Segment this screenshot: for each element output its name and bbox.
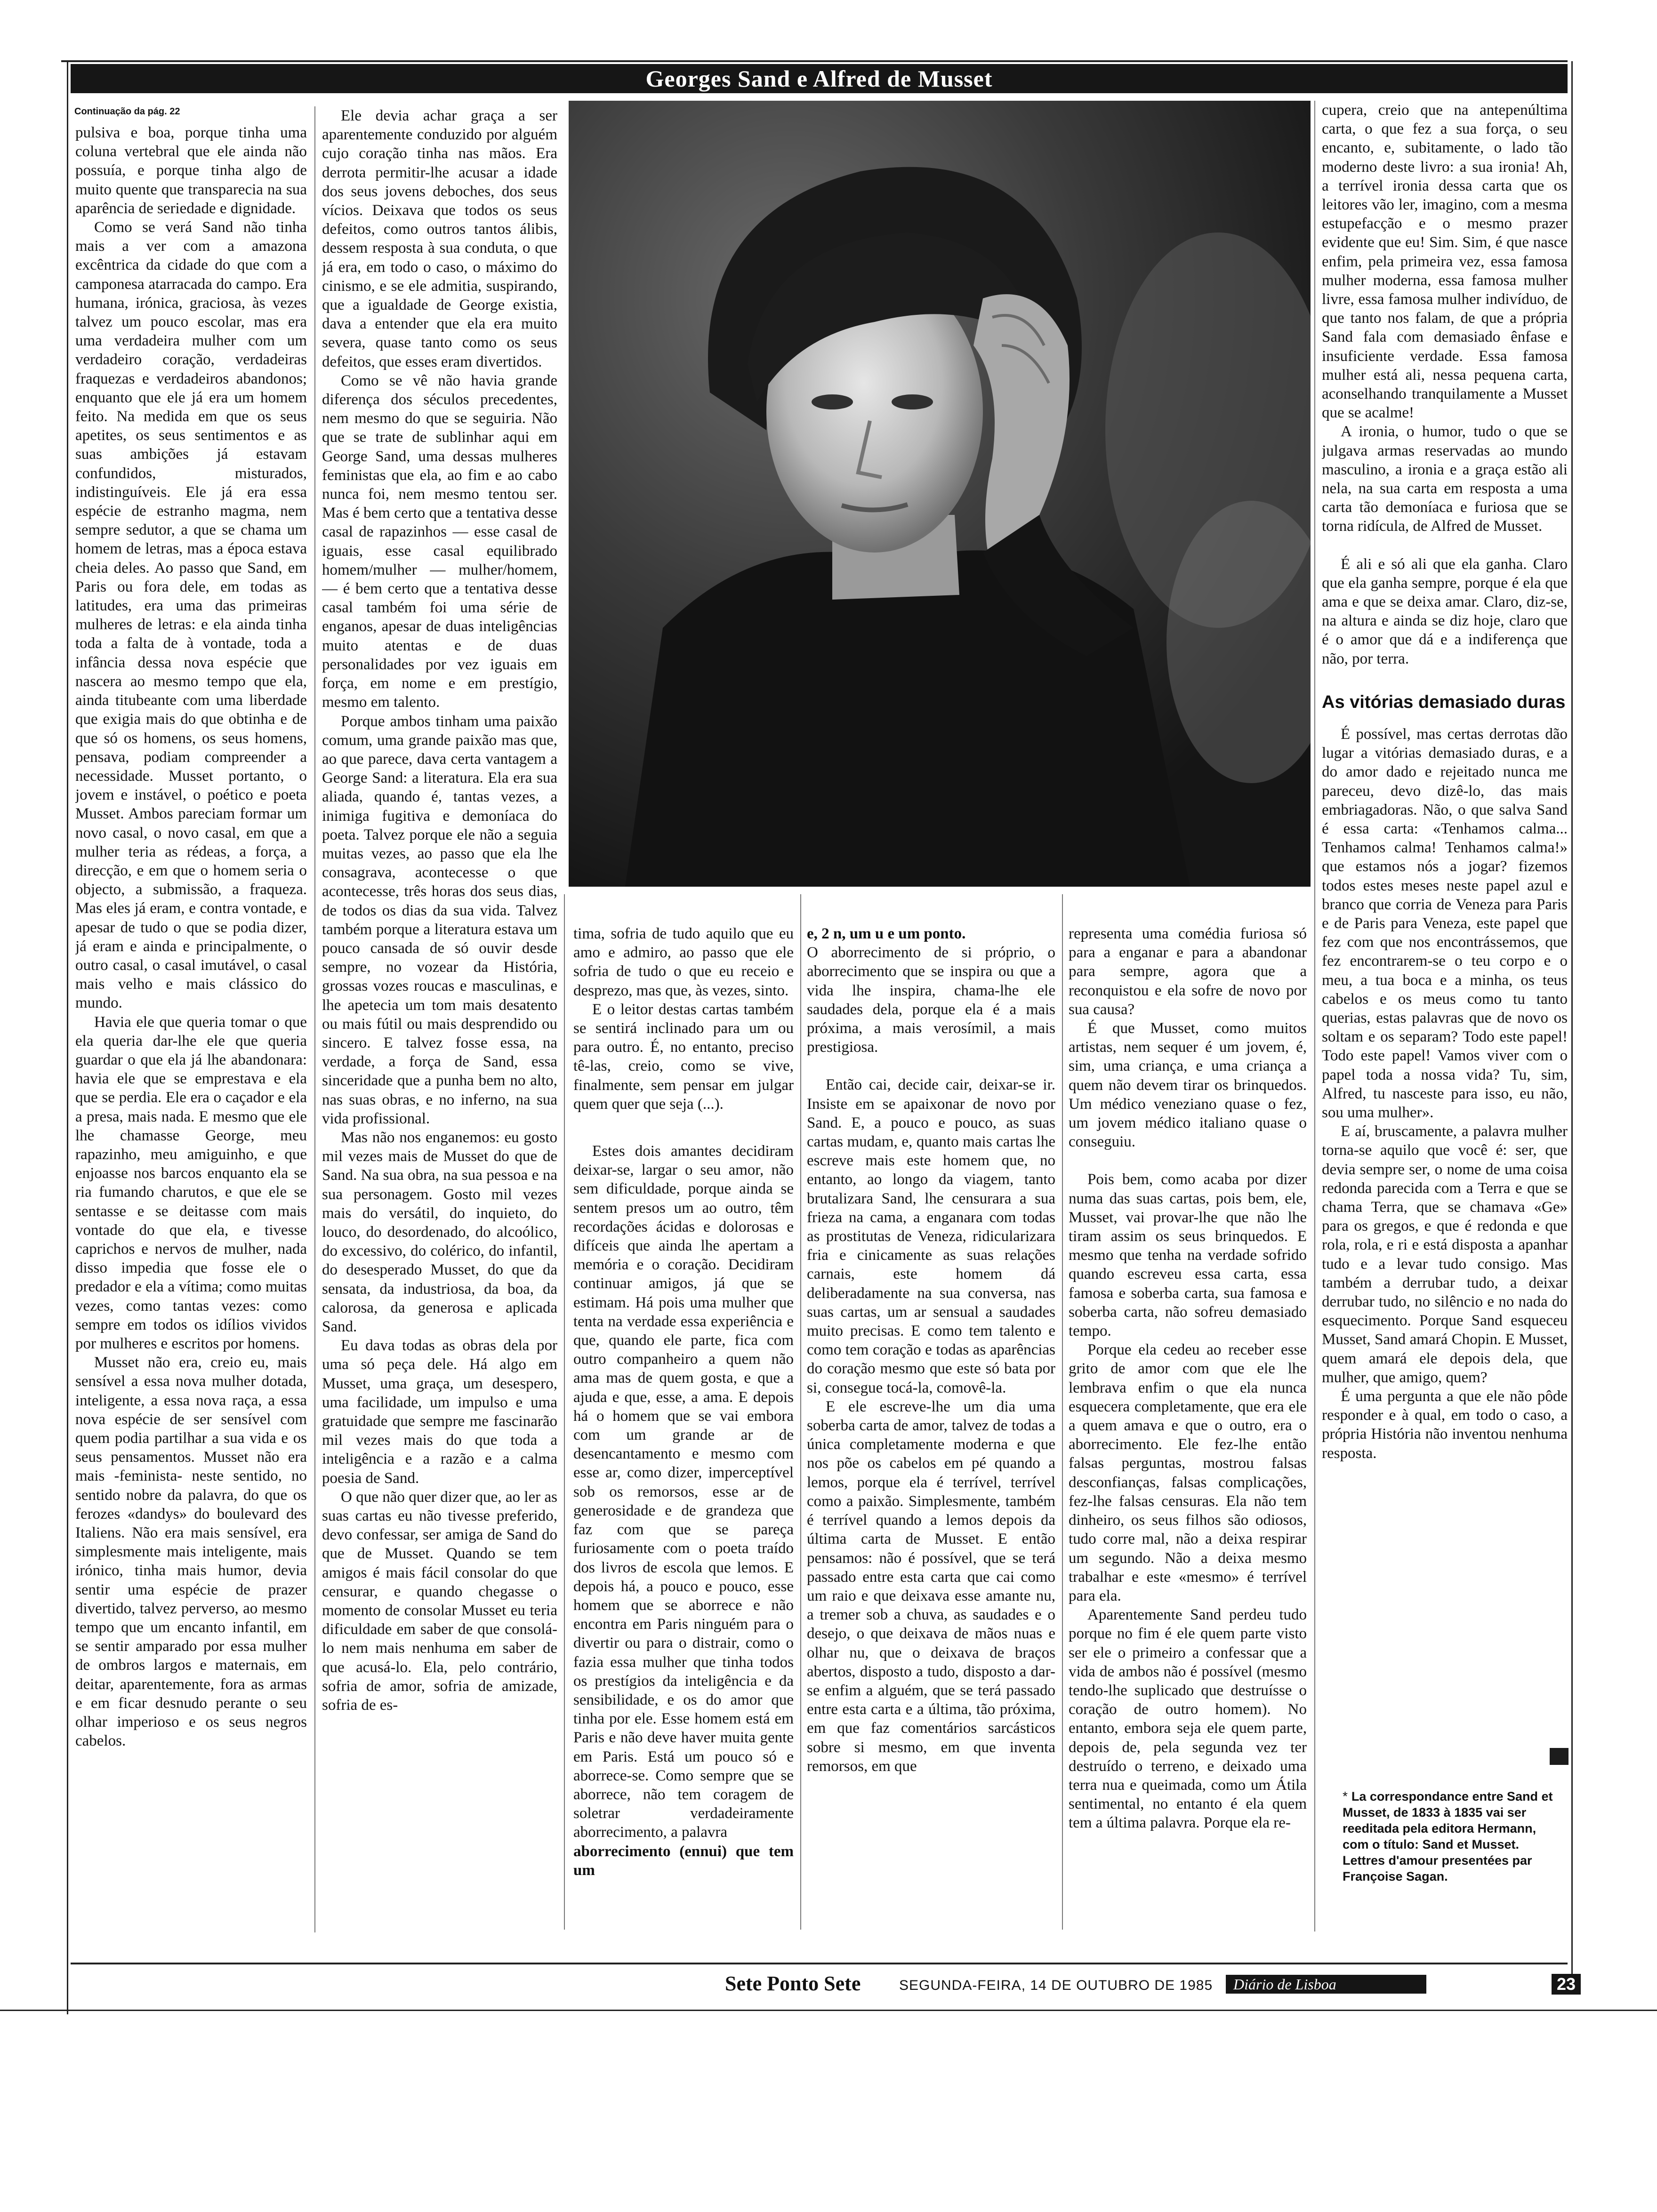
- column-1: [75, 123, 307, 1935]
- paragraph: Porque ambos tinham uma paixão comum, uma grande paixão mas que, ao que parece, dava certa vantagem a George Sand: a literatura. Ela era sua aliada, quando é, tantas vezes, a inimiga fugitiva e demoníaca do poeta. Talvez porque ele não a seguia muitas vezes, ao passo que ela lhe consagrava, acontecesse o que acontecesse, três horas dos seus dias, de todos os dias da sua vida. Talvez também porque a literatura estava um pouco cansada de só ouvir desde sempre, no vozear da História, grossas vozes roucas e masculinas, e lhe apetecia um tom mais desatento ou mais fútil ou mais desprendido ou sincero. E talvez fosse essa, na verdade, a força de Sand, essa sinceridade que a punha bem no alto, nas suas obras, e no inferno, na sua vida profissional.: [322, 713, 557, 1127]
- section-name: Sete Ponto Sete: [725, 1972, 861, 1995]
- paragraph: E aí, bruscamente, a palavra mulher torna-se aquilo que você é: ser, que devia sempre ser, o nome de uma coisa redonda parecida com a Terra e que se chama Terra, que se chamava «Ge» para os gregos, e que é redonda e que rola, rola, e ri e está disposta a apanhar tudo e a levar tudo consigo. Mas também a derrubar tudo, a deixar derrubar tudo, no silêncio e no nada do esquecimento. Porque Sand esqueceu Musset, Sand amará Chopin. E Musset, quem amará ele depois dela, que mulher, que amigo, quem?: [1322, 1123, 1568, 1386]
- paragraph-bold: aborrecimento (ennui) que tem um: [573, 1843, 794, 1879]
- column-divider: [564, 894, 565, 1930]
- paragraph: representa uma comédia furiosa só para a enganar e para a abandonar para sempre, agora que a reconquistou e ela sofre de novo por sua causa?: [1069, 925, 1307, 1018]
- right-edge-rule: [1571, 61, 1573, 1981]
- paragraph: Havia ele que queria tomar o que ela queria dar-lhe ele que queria guardar o que ela já lhe abandonara: havia ele que se emprestava e ela que se perdia. Ele era o caçador e ela a presa, mais nada. E mesmo que ele lhe chamasse George, meu rapazinho, meu amiguinho, e que enjoasse nos barcos enquanto ela se ria fumando charutos, e que ele se sentasse e se deitasse com mais vontade do que ela, e tivesse caprichos e nervos de mulher, nada disso impedia que fosse ele o predador e ela a vítima; como muitas vezes, como tantas vezes: como sempre em todos os idílios vividos por mulheres e escritos por homens.: [75, 1013, 307, 1352]
- paragraph: Como se vê não havia grande diferença dos séculos precedentes, nem mesmo do que se seguiria. Não que se trate de sublinhar aqui em George Sand, uma dessas mulheres feministas que ela, ao fim e ao cabo nunca foi, nem mesmo tentou ser. Mas é bem certo que a tentativa desse casal de rapazinhos — esse casal de iguais, esse casal equilibrado homem/mulher — mulher/homem, — é bem certo que a tentativa desse casal também foi uma série de enganos, apesar de duas inteligências muito atentas e de duas personalidades por vez iguais em força, em nome e em prestígio, mesmo em talento.: [322, 372, 557, 711]
- paragraph: Eu dava todas as obras dela por uma só peça dele. Há algo em Musset, uma graça, um desespero, uma facilidade, um impulso e uma gratuidade que sempre me fascinarão mil vezes mais do que toda a inteligência e a razão e a calma poesia de Sand.: [322, 1337, 557, 1487]
- paragraph: É possível, mas certas derrotas dão lugar a vitórias demasiado duras, e a do amor dado e rejeitado nunca me pareceu, devo dizê-lo, das mais embriagadoras. Não, o que salva Sand é essa carta: «Tenhamos calma... Tenhamos calma! Tenhamos calma!» que estamos nós a jogar? fizemos todos estes meses neste papel azul e branco que corria de Veneza para Paris e de Paris para Veneza, este papel que fez com que nos encontrássemos, que fez encontrarem-se o teu corpo e o meu, a tua boca e a minha, os teus cabelos e os meus como tu tanto querias, estas palavras que de novo os soltam e os separam? Todo este papel! Todo este papel! Vamos viver com o papel toda a nossa vida? Tu, sim, Alfred, tu nasceste para isso, eu não, sou uma mulher».: [1322, 725, 1568, 1121]
- paragraph: pulsiva e boa, porque tinha uma coluna vertebral que ele ainda não possuía, e porque tinha algo de muito quente que transparecia na sua aparência de seriedade e dignidade.: [75, 124, 307, 217]
- paragraph-bold: e, 2 n, um u e um ponto.: [807, 925, 966, 942]
- column-6: [1322, 101, 1568, 1776]
- column-divider: [314, 106, 315, 1932]
- column-divider: [800, 894, 801, 1930]
- paragraph: E ele escreve-lhe um dia uma soberba carta de amor, talvez de todas a única completamente moderna e que nos põe os cabelos em pé quando a lemos, porque ela é terrível, terrível como a paixão. Simplesmente, também é terrível quando a lemos depois da última carta de Musset. E então pensamos: não é possível, que se terá passado entre esta carta que cai como um raio e que deixava esse amante nu, a tremer sob a chuva, as saudades e o desejo, o que deixava de mãos nuas e olhar nu, que o deixava de braços abertos, disposto a tudo, disposto a dar-se enfim a alguém, que se terá passado entre esta carta e a última, tão próxima, em que faz comentários sarcásticos sobre si mesmo, em que inventa remorsos, em que: [807, 1398, 1055, 1775]
- article-end-mark: [1550, 1748, 1569, 1765]
- paragraph: Então cai, decide cair, deixar-se ir. Insiste em se apaixonar de novo por Sand. E, a pouco e pouco, as suas cartas mudam, e, quanto mais cartas lhe escreve mais este homem que, no entanto, ao longo da viagem, tanto brutalizara Sand, lhe censurara a sua frieza na cama, a enganara com todas as prostitutas de Veneza, ridicularizara fria e cinicamente as suas relações carnais, este homem dá deliberadamente na sua conversa, nas suas cartas, um ar sensual a saudades muito precisas. E como tem talento e como tem coração e todas as aparências do coração mesmo que este só bata por si, consegue tocá-la, comovê-la.: [807, 1076, 1055, 1396]
- paragraph: O que não quer dizer que, ao ler as suas cartas eu não tivesse preferido, devo confessar, ser amiga de Sand do que de Musset. Quando se tem amigos é mais fácil consolar do que censurar, e quando chegasse o momento de consolar Musset eu teria dificuldade em saber de que consolá-lo nem mais nenhuma em saber de que acusá-lo. Ela, pelo contrário, sofria de amor, sofria de amizade, sofria de es-: [322, 1488, 557, 1714]
- column-divider: [1314, 101, 1315, 1931]
- continuation-note: Continuação da pág. 22: [74, 106, 180, 117]
- paragraph: É que Musset, como muitos artistas, nem sequer é um jovem, é, sim, uma criança, e uma criança a quem não devem tirar os brinquedos. Um médico veneziano quase o fez, um jovem médico italiano quase o conseguiu.: [1069, 1020, 1307, 1151]
- paragraph: A ironia, o humor, tudo o que se julgava armas reservadas ao mundo masculino, a ironia e a graça estão ali nela, na sua carta em resposta a uma carta tão demoníaca e furiosa que se torna ridícula, de Alfred de Musset.: [1322, 423, 1568, 535]
- portrait-illustration: [569, 101, 1311, 887]
- author-portrait-photo: [569, 101, 1311, 887]
- paragraph: tima, sofria de tudo aquilo que eu amo e admiro, ao passo que ele sofria de tudo o que eu receio e desprezo, mas que, às vezes, sinto.: [573, 925, 794, 999]
- article-title-banner: [71, 64, 1568, 93]
- paragraph: Pois bem, como acaba por dizer numa das suas cartas, pois bem, ele, Musset, vai provar-lhe que não lhe tiram assim os seus brinquedos. E mesmo que tenha na verdade sofrido quando escreveu essa carta, essa famosa e soberba carta, sua famosa e soberba carta, não sofreu demasiado tempo.: [1069, 1171, 1307, 1340]
- paragraph: Estes dois amantes decidiram deixar-se, largar o seu amor, não sem dificuldade, porque ainda se sentem presos um ao outro, têm recordações ácidas e dolorosas e difíceis que ainda lhe apertam a memória e o coração. Decidiram continuar amigos, já que se estimam. Há pois uma mulher que tenta na verdade essa experiência e que, quando ele parte, fica com outro companheiro a quem não ama mas de quem gosta, e que a ajuda e que, esse, a ama. E depois há o homem que se vai embora com um grande ar de desencantamento e mesmo com esse ar, como dizer, imperceptível sob os remorsos, esse ar de generosidade e de grandeza que faz com que se pareça furiosamente com o poeta traído dos livros de escola que lemos. E depois há, a pouco e pouco, esse homem que se aborrece e não encontra em Paris ninguém para o divertir ou para o distrair, como o fazia essa mulher que tinha todos os prestígios da inteligência e da sensibilidade, e os do amor que tinha por ele. Esse homem está em Paris e não deve haver muita gente em Paris. Está um pouco só e aborrece-se. Como sempre que se aborrece, não tem coragem de soletrar verdadeiramente aborrecimento, a palavra: [573, 1143, 794, 1841]
- footer-top-rule: [71, 1963, 1568, 1964]
- footnote-text: La correspondance entre Sand et Musset, de 1833 à 1835 vai ser reeditada pela editora Hermann, com o título: Sand et Musset. Lettres d'amour presentées par Françoise Sagan.: [1343, 1789, 1553, 1883]
- publication-masthead: Diário de Lisboa: [1226, 1975, 1426, 1994]
- paragraph: Musset não era, creio eu, mais sensível a essa nova mulher dotada, inteligente, a essa nova raça, a essa nova espécie de ser sensível com quem podia partilhar a sua vida e os seus pensamentos. Musset não era mais -feminista- neste sentido, no sentido nobre da palavra, do que os ferozes «dandys» do boulevard des Italiens. Não era mais sensível, era simplesmente mais inteligente, mais irónico, tinha mais humor, devia sentir uma espécie de prazer divertido, talvez perverso, ao mesmo tempo que um encanto infantil, em se sentir amparado por essa mulher de ombros largos e maternais, em deitar, aparentemente, fora as armas e em ficar desnudo perante o seu olhar imperioso e os seus negros cabelos.: [75, 1354, 307, 1750]
- column-divider: [1062, 894, 1063, 1930]
- paragraph: Mas não nos enganemos: eu gosto mil vezes mais de Musset do que de Sand. Na sua obra, na sua pessoa e na sua personagem. Gosto mil vezes mais do versátil, do inquieto, do louco, do desordenado, do alcoólico, do excessivo, do colérico, do infantil, do desesperado Musset, do que da sensata, da industriosa, da boa, da calorosa, da generosa e aplicada Sand.: [322, 1129, 557, 1335]
- paragraph: Aparentemente Sand perdeu tudo porque no fim é ele quem parte visto ser ele o primeiro a confessar que a vida de ambos não é possível (mesmo tendo-lhe suplicado que destruísse o coração de outro homem). No entanto, embora seja ele quem parte, depois de, pela segunda vez ter destruído o terreno, e deixado uma terra nua e queimada, como um Átila sentimental, no entanto é ela quem tem a última palavra. Porque ela re-: [1069, 1606, 1307, 1832]
- paragraph: cupera, creio que na antepenúltima carta, o que fez a sua força, o seu encanto, e, subitamente, o lado tão moderno deste livro: a sua ironia! Ah, a terrível ironia dessa carta que os leitores vão ler, imagino, com a mesma estupefacção e o mesmo prazer evidente que eu! Sim. Sim, é que nasce enfim, pela primeira vez, essa famosa mulher moderna, essa famosa mulher livre, essa famosa mulher indivíduo, de que tanto nos falam, de que a própria Sand fala com demasiado ênfase e insuficiente verdade. Essa famosa mulher está ali, nessa pequena carta, aconselhando tranquilamente a Musset que se acalme!: [1322, 102, 1568, 422]
- issue-date: SEGUNDA-FEIRA, 14 DE OUTUBRO DE 1985: [899, 1978, 1213, 1993]
- left-rule: [67, 61, 68, 2014]
- bottom-rule: [0, 2010, 1657, 2011]
- paragraph: Ele devia achar graça a ser aparentemente conduzido por alguém cujo coração tinha nas mãos. Era derrota permitir-lhe acusar a idade dos seus jovens deboches, dos seus vícios. Deixava que todos os seus defeitos, como outros tantos álibis, dessem resposta à sua conduta, o que já era, em todo o caso, o máximo do cinismo, e se ele admitia, suspirando, que a igualdade de George existia, dava a entender que ela era muito severa, quase tanto como os seus defeitos, que esses eram divertidos.: [322, 107, 557, 370]
- paragraph: Porque ela cedeu ao receber esse grito de amor com que ele lhe lembrava enfim o que ela nunca esquecera completamente, que era ele a quem amava e que o outro, era o aborrecimento. Ele fez-lhe então falsas perguntas, mostrou falsas desconfianças, falsas complicações, fez-lhe falsas censuras. Ela não tem dinheiro, os seus filhos são odiosos, tudo corre mal, não a deixa respirar um segundo. Não a deixa mesmo trabalhar e este «mesmo» é terrível para ela.: [1069, 1341, 1307, 1604]
- paragraph: O aborrecimento de si próprio, o aborrecimento que se inspira ou que a vida lhe inspira, chama-lhe ele saudades dela, porque ela é a mais próxima, a mais verosímil, a mais prestigiosa.: [807, 944, 1055, 1056]
- article-title: Georges Sand e Alfred de Musset: [645, 65, 993, 92]
- page-footer: [725, 1972, 1582, 1996]
- column-5: [1069, 924, 1307, 1931]
- page-number: 23: [1552, 1974, 1581, 1995]
- top-rule: [61, 60, 1568, 62]
- column-3: [573, 924, 794, 1931]
- column-2: [322, 106, 557, 1928]
- section-heading: As vitórias demasiado duras: [1322, 692, 1566, 712]
- paragraph: E o leitor destas cartas também se sentirá inclinado para um ou para outro. É, no entanto, preciso tê-las, creio, como se vive, finalmente, sem pensar em julgar quem quer que seja (...).: [573, 1001, 794, 1113]
- paragraph: É ali e só ali que ela ganha. Claro que ela ganha sempre, porque é ela que ama e que se deixa amar. Claro, diz-se, na altura e ainda se diz hoje, claro que é o amor que dá e a indiferença que não, por terra.: [1322, 555, 1568, 667]
- column-4: [807, 924, 1055, 1931]
- footnote: [1343, 1788, 1564, 1884]
- paragraph: É uma pergunta a que ele não pôde responder e à qual, em todo o caso, a própria História não inventou nenhuma resposta.: [1322, 1388, 1568, 1462]
- footnote-marker: *: [1343, 1789, 1348, 1803]
- paragraph: Como se verá Sand não tinha mais a ver com a amazona excêntrica da cidade do que com a camponesa atarracada do campo. Era humana, irónica, graciosa, às vezes talvez um pouco escolar, mas era uma verdadeira mulher com um verdadeiro coração, verdadeiras fraquezas e verdadeiros abandonos; enquanto que ele já era um homem feito. Na medida em que os seus apetites, os seus sentimentos e as suas ambições já estavam confundidos, misturados, indistinguíveis. Ele já era essa espécie de estranho magma, nem sempre sedutor, a que se chama um homem de letras, mas a época estava cheia deles. Ao passo que Sand, em Paris ou fora dele, em todas as latitudes, era uma das primeiras mulheres de letras: e ela ainda tinha toda a falta de à vontade, toda a infância dessa nova espécie que nascera ao mesmo tempo que ela, ainda titubeante com uma liberdade que exigia mais do que obtinha e de que só os homens, os seus homens, pensava, podiam compreender a necessidade. Musset portanto, o jovem e instável, o poético e poeta Musset. Ambos pareciam formar um novo casal, o novo casal, em que a mulher teria as rédeas, a força, a direcção, e em que o homem seria o objecto, a submissão, a fraqueza. Mas eles já eram, e contra vontade, e apesar de tudo o que se podia dizer, já eram e ainda e principalmente, o outro casal, o casal imutável, o casal mais velho e mais clássico do mundo.: [75, 219, 307, 1012]
